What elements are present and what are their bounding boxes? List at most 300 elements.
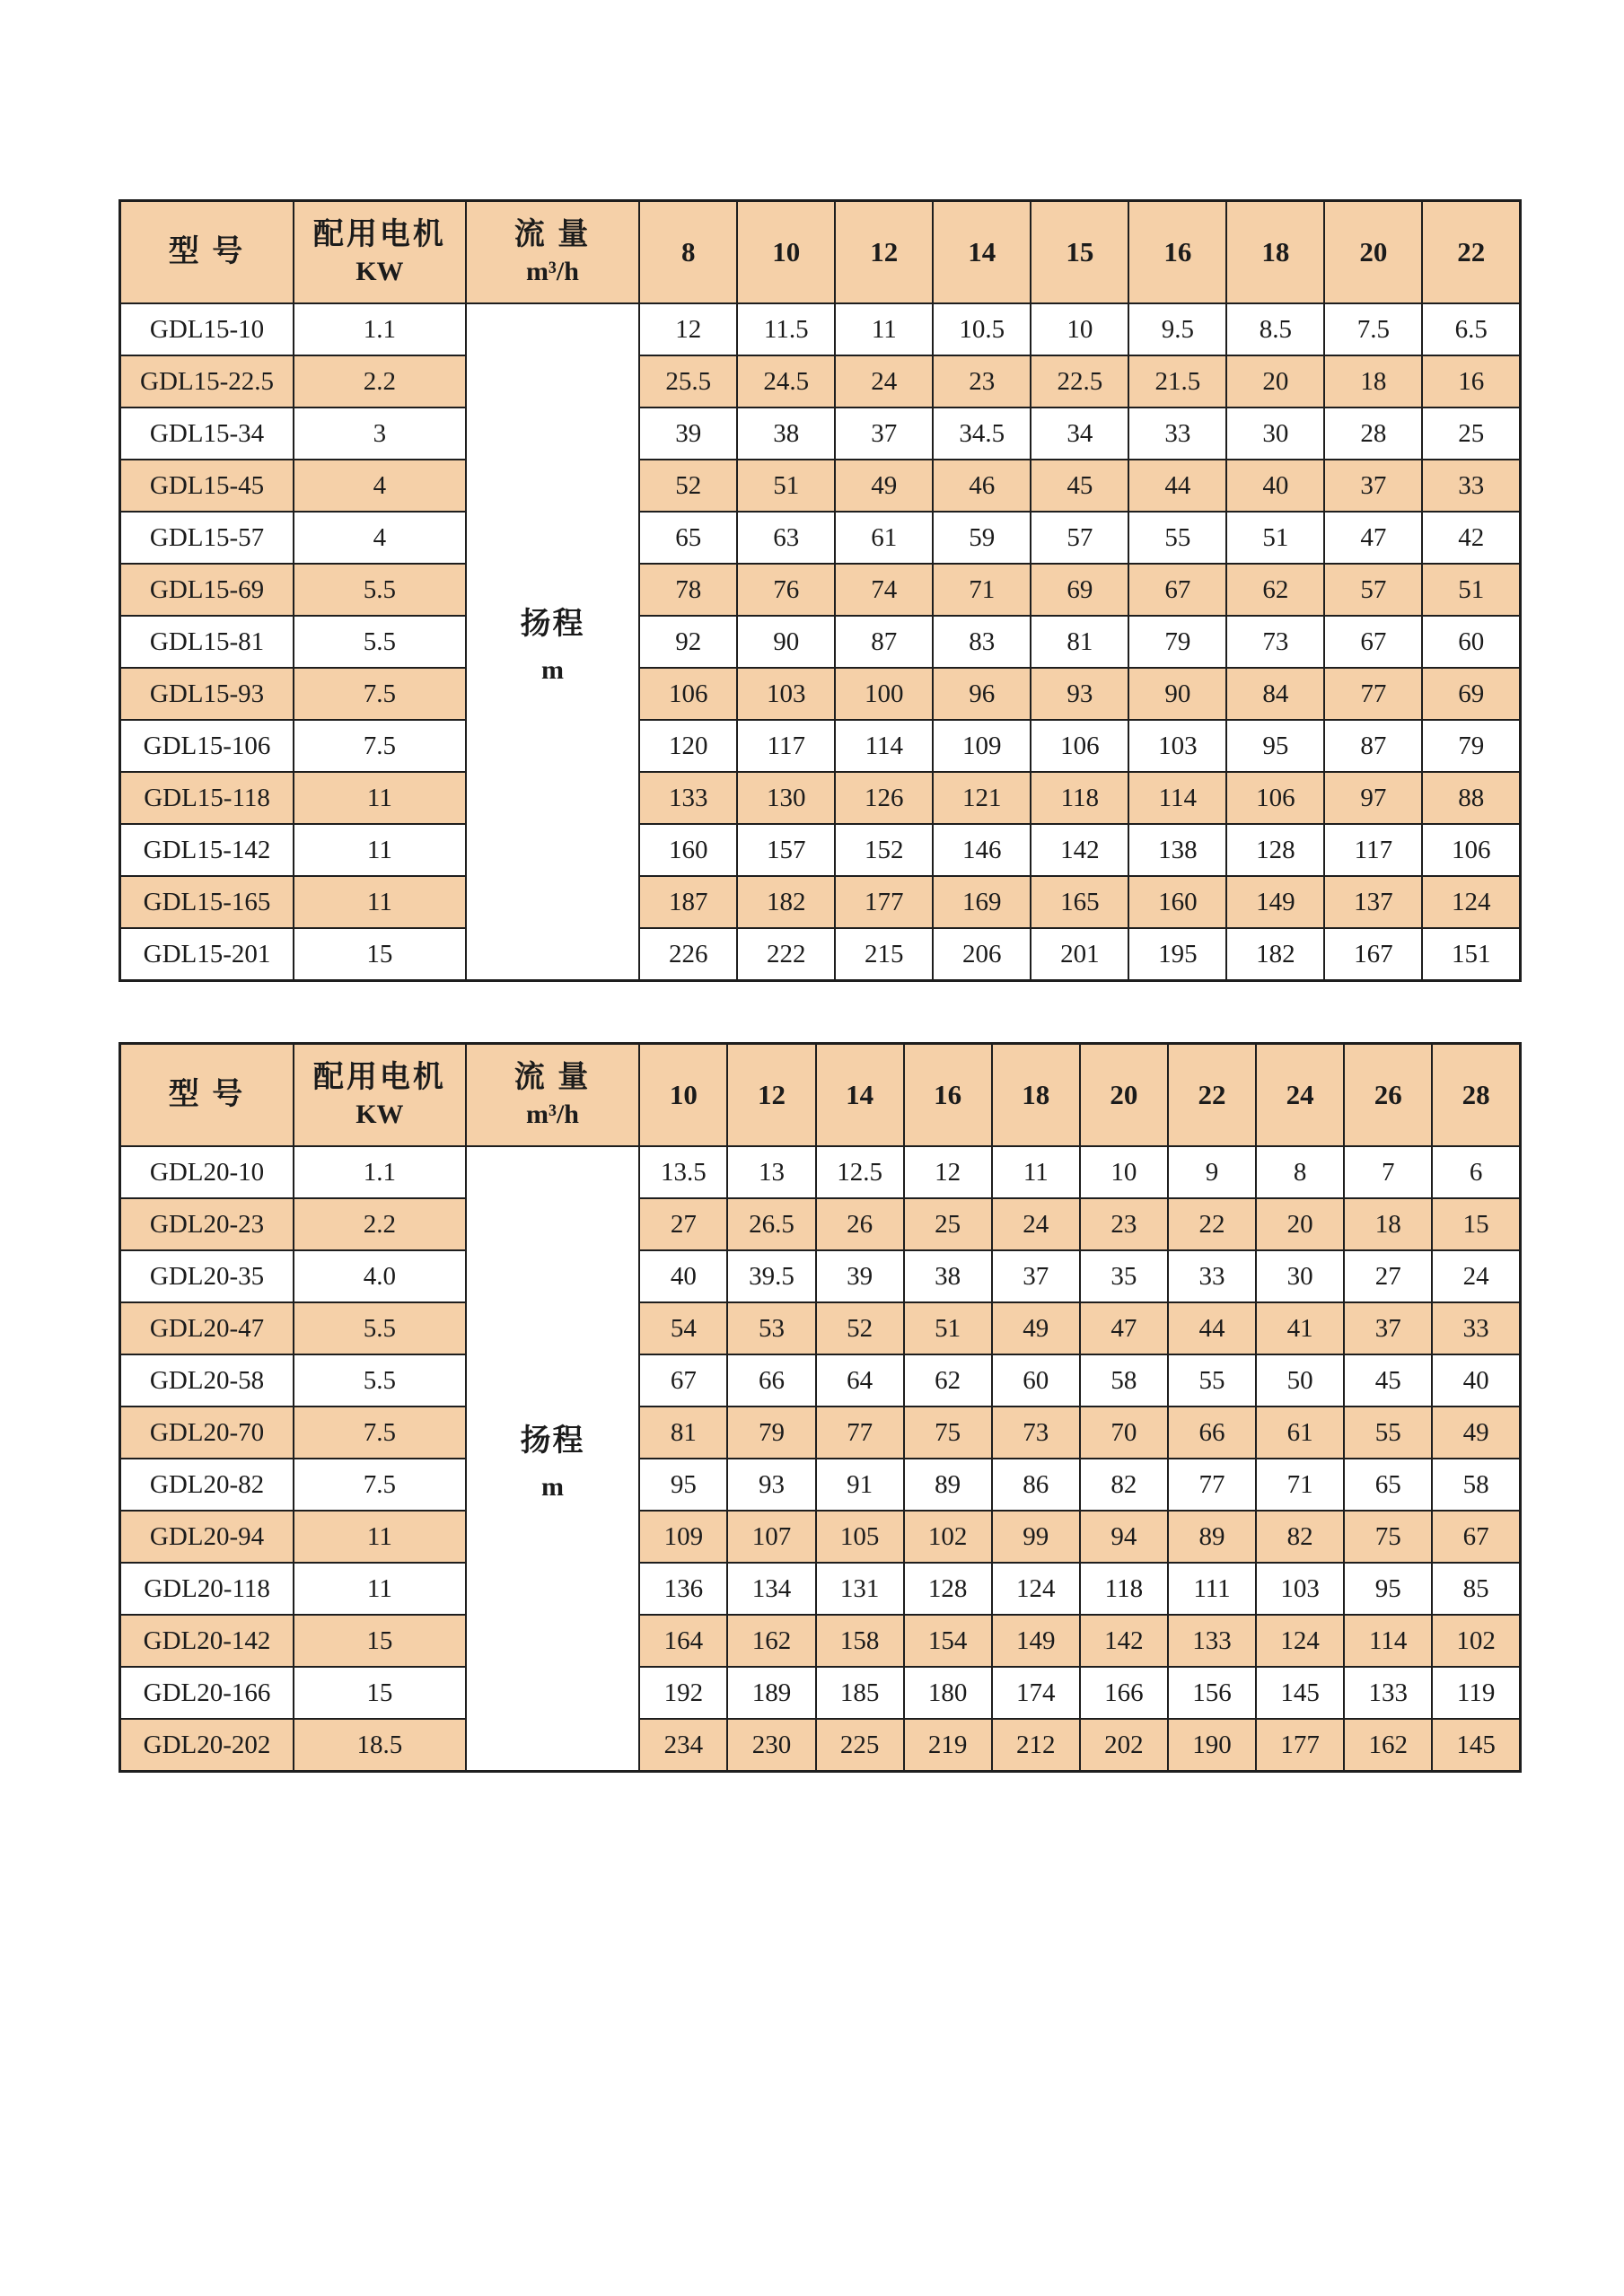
head-value-cell: 71 <box>933 564 1031 616</box>
model-cell: GDL20-94 <box>120 1511 294 1563</box>
head-value-cell: 180 <box>904 1667 992 1719</box>
head-value-cell: 79 <box>727 1407 815 1459</box>
head-value-cell: 89 <box>904 1459 992 1511</box>
head-value-cell: 25.5 <box>639 355 737 407</box>
flow-value-header-cell <box>933 201 1031 304</box>
head-value-cell: 162 <box>727 1615 815 1667</box>
head-value-cell: 164 <box>639 1615 727 1667</box>
head-value-cell: 195 <box>1128 928 1226 981</box>
head-value-cell: 67 <box>1324 616 1422 668</box>
head-value-cell: 52 <box>816 1302 904 1354</box>
head-value-cell: 38 <box>904 1250 992 1302</box>
table-row <box>120 928 1521 981</box>
head-value-cell: 95 <box>1226 720 1324 772</box>
head-value-cell: 16 <box>1422 355 1520 407</box>
head-value-cell: 9.5 <box>1128 303 1226 355</box>
motor-kw-cell: 11 <box>294 772 466 824</box>
head-value-cell: 28 <box>1324 407 1422 460</box>
model-cell: GDL20-118 <box>120 1563 294 1615</box>
head-value-cell: 23 <box>1080 1198 1168 1250</box>
flow-value-header-label: 16 <box>934 1079 962 1110</box>
flow-value-header-cell <box>1432 1044 1520 1147</box>
model-cell: GDL20-166 <box>120 1667 294 1719</box>
head-value-cell: 22 <box>1168 1198 1256 1250</box>
head-value-cell: 55 <box>1168 1354 1256 1407</box>
head-value-cell: 67 <box>1432 1511 1520 1563</box>
table-row <box>120 1563 1521 1615</box>
head-unit-label <box>467 1415 639 1503</box>
head-value-cell: 84 <box>1226 668 1324 720</box>
head-value-cell: 44 <box>1168 1302 1256 1354</box>
head-value-cell: 11 <box>835 303 933 355</box>
head-value-cell: 177 <box>1256 1719 1344 1772</box>
head-value-cell: 66 <box>1168 1407 1256 1459</box>
head-value-cell: 124 <box>1422 876 1520 928</box>
head-value-cell: 20 <box>1226 355 1324 407</box>
head-value-cell: 118 <box>1031 772 1128 824</box>
table-body <box>120 303 1521 981</box>
pump-table-gdl15 <box>119 199 1522 982</box>
head-value-cell: 118 <box>1080 1563 1168 1615</box>
table-row <box>120 876 1521 928</box>
head-value-cell: 77 <box>816 1407 904 1459</box>
head-value-cell: 64 <box>816 1354 904 1407</box>
head-value-cell: 226 <box>639 928 737 981</box>
head-value-cell: 6.5 <box>1422 303 1520 355</box>
flow-value-header-cell <box>835 201 933 304</box>
head-unit-merged-cell <box>466 1146 640 1772</box>
head-value-cell: 100 <box>835 668 933 720</box>
model-header-label: 型 号 <box>168 1077 246 1111</box>
head-value-cell: 55 <box>1344 1407 1432 1459</box>
model-cell: GDL15-118 <box>120 772 294 824</box>
head-value-cell: 234 <box>639 1719 727 1772</box>
motor-kw-cell: 2.2 <box>294 355 466 407</box>
flow-value-header-label: 28 <box>1462 1079 1490 1110</box>
table-row <box>120 772 1521 824</box>
model-cell: GDL20-35 <box>120 1250 294 1302</box>
head-value-cell: 149 <box>1226 876 1324 928</box>
head-value-cell: 206 <box>933 928 1031 981</box>
head-value-cell: 138 <box>1128 824 1226 876</box>
head-value-cell: 202 <box>1080 1719 1168 1772</box>
head-value-cell: 12 <box>904 1146 992 1198</box>
flow-header-unit: m³/h <box>525 1100 579 1130</box>
head-value-cell: 103 <box>737 668 835 720</box>
flow-value-header-cell <box>1128 201 1226 304</box>
pump-table-gdl20 <box>119 1042 1522 1773</box>
motor-kw-cell: 5.5 <box>294 616 466 668</box>
head-value-cell: 52 <box>639 460 737 512</box>
model-header-cell <box>120 1044 294 1147</box>
head-value-cell: 117 <box>737 720 835 772</box>
flow-value-header-label: 10 <box>669 1079 698 1110</box>
head-value-cell: 91 <box>816 1459 904 1511</box>
head-value-cell: 157 <box>737 824 835 876</box>
motor-kw-cell: 15 <box>294 928 466 981</box>
flow-header-label: 流 量 <box>514 218 592 252</box>
head-value-cell: 73 <box>992 1407 1080 1459</box>
head-value-cell: 62 <box>1226 564 1324 616</box>
table-row <box>120 1719 1521 1772</box>
head-value-cell: 136 <box>639 1563 727 1615</box>
head-value-cell: 106 <box>639 668 737 720</box>
head-value-cell: 192 <box>639 1667 727 1719</box>
motor-kw-cell: 5.5 <box>294 1354 466 1407</box>
table-row <box>120 1615 1521 1667</box>
head-value-cell: 131 <box>816 1563 904 1615</box>
head-value-cell: 87 <box>1324 720 1422 772</box>
flow-header-label: 流 量 <box>514 1061 592 1095</box>
header-row <box>120 1044 1521 1147</box>
head-value-cell: 26 <box>816 1198 904 1250</box>
flow-value-header-cell <box>1256 1044 1344 1147</box>
head-value-cell: 24 <box>992 1198 1080 1250</box>
head-value-cell: 23 <box>933 355 1031 407</box>
head-value-cell: 9 <box>1168 1146 1256 1198</box>
model-cell: GDL20-10 <box>120 1146 294 1198</box>
head-value-cell: 189 <box>727 1667 815 1719</box>
head-value-cell: 70 <box>1080 1407 1168 1459</box>
table-row <box>120 1667 1521 1719</box>
head-value-cell: 93 <box>727 1459 815 1511</box>
head-value-cell: 152 <box>835 824 933 876</box>
motor-kw-cell: 4.0 <box>294 1250 466 1302</box>
head-value-cell: 78 <box>639 564 737 616</box>
motor-header-cell <box>294 201 466 304</box>
head-value-cell: 47 <box>1080 1302 1168 1354</box>
model-cell: GDL15-57 <box>120 512 294 564</box>
head-value-cell: 222 <box>737 928 835 981</box>
motor-kw-cell: 5.5 <box>294 1302 466 1354</box>
head-value-cell: 67 <box>1128 564 1226 616</box>
head-value-cell: 130 <box>737 772 835 824</box>
head-value-cell: 39 <box>816 1250 904 1302</box>
head-value-cell: 27 <box>1344 1250 1432 1302</box>
flow-value-header-cell <box>1031 201 1128 304</box>
head-value-cell: 119 <box>1432 1667 1520 1719</box>
head-value-cell: 151 <box>1422 928 1520 981</box>
head-value-cell: 76 <box>737 564 835 616</box>
head-value-cell: 106 <box>1422 824 1520 876</box>
flow-value-header-cell <box>639 201 737 304</box>
table-row <box>120 1302 1521 1354</box>
head-value-cell: 190 <box>1168 1719 1256 1772</box>
table-row <box>120 460 1521 512</box>
flow-header-cell <box>466 201 640 304</box>
model-cell: GDL15-22.5 <box>120 355 294 407</box>
motor-kw-cell: 7.5 <box>294 668 466 720</box>
head-value-cell: 49 <box>992 1302 1080 1354</box>
head-value-cell: 11 <box>992 1146 1080 1198</box>
head-unit-label <box>467 599 639 686</box>
head-value-cell: 55 <box>1128 512 1226 564</box>
head-value-cell: 107 <box>727 1511 815 1563</box>
table-row <box>120 1354 1521 1407</box>
table-row <box>120 303 1521 355</box>
head-value-cell: 30 <box>1256 1250 1344 1302</box>
motor-kw-cell: 7.5 <box>294 1407 466 1459</box>
head-value-cell: 10 <box>1031 303 1128 355</box>
head-value-cell: 93 <box>1031 668 1128 720</box>
model-cell: GDL15-201 <box>120 928 294 981</box>
head-value-cell: 201 <box>1031 928 1128 981</box>
table-row <box>120 512 1521 564</box>
flow-value-header-label: 10 <box>772 236 801 267</box>
head-value-cell: 82 <box>1256 1511 1344 1563</box>
head-value-cell: 74 <box>835 564 933 616</box>
head-value-cell: 120 <box>639 720 737 772</box>
head-value-cell: 59 <box>933 512 1031 564</box>
head-value-cell: 58 <box>1080 1354 1168 1407</box>
motor-header-label: 配用电机 <box>312 1061 446 1095</box>
model-cell: GDL15-34 <box>120 407 294 460</box>
head-value-cell: 187 <box>639 876 737 928</box>
table-row <box>120 824 1521 876</box>
motor-kw-cell: 11 <box>294 876 466 928</box>
head-value-cell: 33 <box>1128 407 1226 460</box>
head-value-cell: 154 <box>904 1615 992 1667</box>
flow-value-header-label: 8 <box>681 236 696 267</box>
motor-header-label: 配用电机 <box>312 218 446 252</box>
head-value-cell: 61 <box>835 512 933 564</box>
head-value-cell: 85 <box>1432 1563 1520 1615</box>
head-value-cell: 82 <box>1080 1459 1168 1511</box>
head-value-cell: 49 <box>835 460 933 512</box>
head-value-cell: 20 <box>1256 1198 1344 1250</box>
motor-kw-cell: 7.5 <box>294 720 466 772</box>
head-value-cell: 62 <box>904 1354 992 1407</box>
head-value-cell: 133 <box>1344 1667 1432 1719</box>
table-row <box>120 1511 1521 1563</box>
head-value-cell: 128 <box>1226 824 1324 876</box>
table-row <box>120 720 1521 772</box>
head-value-cell: 77 <box>1168 1459 1256 1511</box>
head-value-cell: 65 <box>1344 1459 1432 1511</box>
head-value-cell: 73 <box>1226 616 1324 668</box>
table-row <box>120 1198 1521 1250</box>
head-value-cell: 13.5 <box>639 1146 727 1198</box>
head-value-cell: 106 <box>1031 720 1128 772</box>
head-value-cell: 97 <box>1324 772 1422 824</box>
model-header-cell <box>120 201 294 304</box>
model-cell: GDL20-82 <box>120 1459 294 1511</box>
head-value-cell: 124 <box>1256 1615 1344 1667</box>
motor-kw-cell: 15 <box>294 1615 466 1667</box>
head-value-cell: 35 <box>1080 1250 1168 1302</box>
flow-value-header-cell <box>737 201 835 304</box>
flow-value-header-cell <box>1226 201 1324 304</box>
head-value-cell: 105 <box>816 1511 904 1563</box>
motor-kw-cell: 1.1 <box>294 303 466 355</box>
head-unit-label-zh: 扬程 <box>520 607 585 641</box>
head-value-cell: 60 <box>992 1354 1080 1407</box>
table-row <box>120 355 1521 407</box>
model-cell: GDL15-106 <box>120 720 294 772</box>
motor-kw-cell: 11 <box>294 824 466 876</box>
flow-value-header-cell <box>816 1044 904 1147</box>
head-value-cell: 174 <box>992 1667 1080 1719</box>
head-value-cell: 25 <box>904 1198 992 1250</box>
flow-value-header-cell <box>1324 201 1422 304</box>
flow-value-header-label: 16 <box>1163 236 1192 267</box>
flow-value-header-label: 22 <box>1457 236 1486 267</box>
model-cell: GDL20-58 <box>120 1354 294 1407</box>
head-value-cell: 133 <box>1168 1615 1256 1667</box>
flow-value-header-label: 26 <box>1374 1079 1402 1110</box>
flow-value-header-label: 20 <box>1110 1079 1138 1110</box>
head-value-cell: 212 <box>992 1719 1080 1772</box>
table-row <box>120 1146 1521 1198</box>
head-value-cell: 92 <box>639 616 737 668</box>
head-value-cell: 121 <box>933 772 1031 824</box>
head-unit-label-unit: m <box>540 654 564 685</box>
head-value-cell: 51 <box>1422 564 1520 616</box>
head-value-cell: 75 <box>904 1407 992 1459</box>
model-cell: GDL15-69 <box>120 564 294 616</box>
head-value-cell: 114 <box>1344 1615 1432 1667</box>
head-value-cell: 40 <box>639 1250 727 1302</box>
head-value-cell: 126 <box>835 772 933 824</box>
head-value-cell: 219 <box>904 1719 992 1772</box>
table-row <box>120 407 1521 460</box>
head-value-cell: 24 <box>1432 1250 1520 1302</box>
flow-value-header-label: 14 <box>968 236 996 267</box>
head-unit-label-zh: 扬程 <box>520 1424 585 1458</box>
head-value-cell: 18 <box>1324 355 1422 407</box>
motor-kw-cell: 7.5 <box>294 1459 466 1511</box>
head-value-cell: 60 <box>1422 616 1520 668</box>
header-row <box>120 201 1521 304</box>
head-value-cell: 137 <box>1324 876 1422 928</box>
head-value-cell: 146 <box>933 824 1031 876</box>
model-cell: GDL15-10 <box>120 303 294 355</box>
head-value-cell: 44 <box>1128 460 1226 512</box>
head-value-cell: 102 <box>904 1511 992 1563</box>
head-value-cell: 160 <box>1128 876 1226 928</box>
head-value-cell: 225 <box>816 1719 904 1772</box>
head-value-cell: 10.5 <box>933 303 1031 355</box>
head-value-cell: 12 <box>639 303 737 355</box>
head-value-cell: 66 <box>727 1354 815 1407</box>
head-value-cell: 41 <box>1256 1302 1344 1354</box>
head-value-cell: 79 <box>1422 720 1520 772</box>
motor-kw-cell: 4 <box>294 460 466 512</box>
head-value-cell: 103 <box>1128 720 1226 772</box>
head-value-cell: 57 <box>1324 564 1422 616</box>
flow-value-header-label: 14 <box>846 1079 874 1110</box>
table-header <box>120 201 1521 304</box>
head-value-cell: 156 <box>1168 1667 1256 1719</box>
flow-value-header-cell <box>727 1044 815 1147</box>
head-value-cell: 58 <box>1432 1459 1520 1511</box>
flow-value-header-cell <box>992 1044 1080 1147</box>
head-value-cell: 38 <box>737 407 835 460</box>
head-value-cell: 30 <box>1226 407 1324 460</box>
head-value-cell: 166 <box>1080 1667 1168 1719</box>
head-value-cell: 142 <box>1080 1615 1168 1667</box>
head-value-cell: 95 <box>639 1459 727 1511</box>
flow-value-header-label: 18 <box>1261 236 1290 267</box>
motor-header-unit: KW <box>356 1100 404 1130</box>
head-value-cell: 45 <box>1344 1354 1432 1407</box>
flow-value-header-cell <box>1168 1044 1256 1147</box>
motor-kw-cell: 15 <box>294 1667 466 1719</box>
flow-header-cell <box>466 1044 640 1147</box>
head-value-cell: 162 <box>1344 1719 1432 1772</box>
head-value-cell: 114 <box>835 720 933 772</box>
head-value-cell: 7 <box>1344 1146 1432 1198</box>
head-value-cell: 53 <box>727 1302 815 1354</box>
head-value-cell: 69 <box>1031 564 1128 616</box>
table-row <box>120 1459 1521 1511</box>
head-value-cell: 51 <box>737 460 835 512</box>
head-unit-merged-cell <box>466 303 640 981</box>
head-value-cell: 145 <box>1432 1719 1520 1772</box>
motor-kw-cell: 2.2 <box>294 1198 466 1250</box>
flow-value-header-label: 22 <box>1198 1079 1226 1110</box>
head-value-cell: 158 <box>816 1615 904 1667</box>
head-value-cell: 182 <box>737 876 835 928</box>
table-body <box>120 1146 1521 1772</box>
head-value-cell: 149 <box>992 1615 1080 1667</box>
head-value-cell: 77 <box>1324 668 1422 720</box>
head-value-cell: 142 <box>1031 824 1128 876</box>
head-value-cell: 37 <box>992 1250 1080 1302</box>
head-value-cell: 87 <box>835 616 933 668</box>
head-value-cell: 182 <box>1226 928 1324 981</box>
head-value-cell: 46 <box>933 460 1031 512</box>
flow-value-header-label: 24 <box>1286 1079 1314 1110</box>
model-cell: GDL15-81 <box>120 616 294 668</box>
head-value-cell: 40 <box>1226 460 1324 512</box>
head-value-cell: 65 <box>639 512 737 564</box>
flow-value-header-label: 20 <box>1359 236 1388 267</box>
table-row <box>120 564 1521 616</box>
flow-value-header-cell <box>1422 201 1520 304</box>
head-value-cell: 24.5 <box>737 355 835 407</box>
flow-value-header-cell <box>904 1044 992 1147</box>
head-value-cell: 109 <box>933 720 1031 772</box>
table-row <box>120 668 1521 720</box>
head-value-cell: 49 <box>1432 1407 1520 1459</box>
flow-value-header-cell <box>1344 1044 1432 1147</box>
head-value-cell: 51 <box>904 1302 992 1354</box>
table-row <box>120 1407 1521 1459</box>
head-value-cell: 18 <box>1344 1198 1432 1250</box>
head-value-cell: 10 <box>1080 1146 1168 1198</box>
head-value-cell: 134 <box>727 1563 815 1615</box>
head-value-cell: 94 <box>1080 1511 1168 1563</box>
motor-header-unit: KW <box>356 257 404 287</box>
head-value-cell: 114 <box>1128 772 1226 824</box>
motor-kw-cell: 11 <box>294 1563 466 1615</box>
head-value-cell: 99 <box>992 1511 1080 1563</box>
head-value-cell: 133 <box>639 772 737 824</box>
head-value-cell: 111 <box>1168 1563 1256 1615</box>
flow-value-header-cell <box>1080 1044 1168 1147</box>
head-value-cell: 25 <box>1422 407 1520 460</box>
head-value-cell: 7.5 <box>1324 303 1422 355</box>
head-value-cell: 109 <box>639 1511 727 1563</box>
head-value-cell: 39.5 <box>727 1250 815 1302</box>
head-value-cell: 167 <box>1324 928 1422 981</box>
flow-value-header-label: 15 <box>1066 236 1094 267</box>
model-cell: GDL15-93 <box>120 668 294 720</box>
head-value-cell: 11.5 <box>737 303 835 355</box>
head-value-cell: 90 <box>737 616 835 668</box>
motor-kw-cell: 11 <box>294 1511 466 1563</box>
